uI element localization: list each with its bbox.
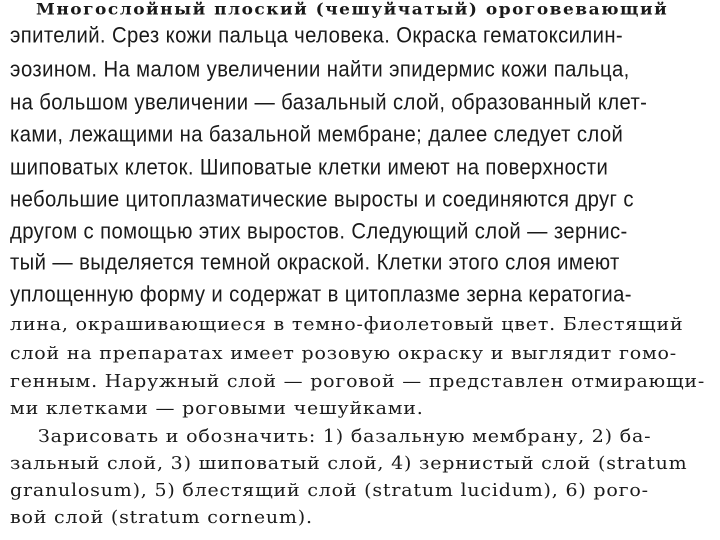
text-line: ками, лежащими на базальной мембране; далее следует слой xyxy=(10,121,624,147)
text-line: другом с помощью этих выростов. Следующий слой — зернис- xyxy=(10,218,628,244)
text-line: на большом увеличении — базальный слой, образованный клет- xyxy=(10,89,648,115)
text-line: эпителий. Срез кожи пальца человека. Окраска гематоксилин- xyxy=(10,22,624,48)
text-line: тый — выделяется темной окраской. Клетки этого слоя имеют xyxy=(10,249,620,275)
text-line: слой на препаратах имеет розовую окраску и выглядит гомо- xyxy=(10,343,677,364)
text-line: ми клетками — роговыми чешуйками. xyxy=(10,398,424,419)
text-line: генным. Наружный слой — роговой — представлен отмирающи- xyxy=(10,371,706,392)
text-line: эозином. На малом увеличении найти эпидермис кожи пальца, xyxy=(10,56,630,82)
text-line: granulosum), 5) блестящий слой (stratum lucidum), 6) рого- xyxy=(10,480,649,501)
text-line: небольшие цитоплазматические выросты и соединяются друг с xyxy=(10,186,634,212)
text-line: уплощенную форму и содержат в цитоплазме зерна кератогиа- xyxy=(10,281,632,307)
text-line: лина, окрашивающиеся в темно-фиолетовый цвет. Блестящий xyxy=(10,314,684,335)
text-line: шиповатых клеток. Шиповатые клетки имеют на поверхности xyxy=(10,154,609,180)
text-line: зальный слой, 3) шиповатый слой, 4) зернистый слой (stratum xyxy=(10,453,688,474)
text-line: вой слой (stratum corneum). xyxy=(10,507,313,528)
section-heading: Многослойный плоский (чешуйчатый) ороговевающий xyxy=(36,0,669,19)
text-line: Зарисовать и обозначить: 1) базальную мембрану, 2) ба- xyxy=(38,426,652,447)
